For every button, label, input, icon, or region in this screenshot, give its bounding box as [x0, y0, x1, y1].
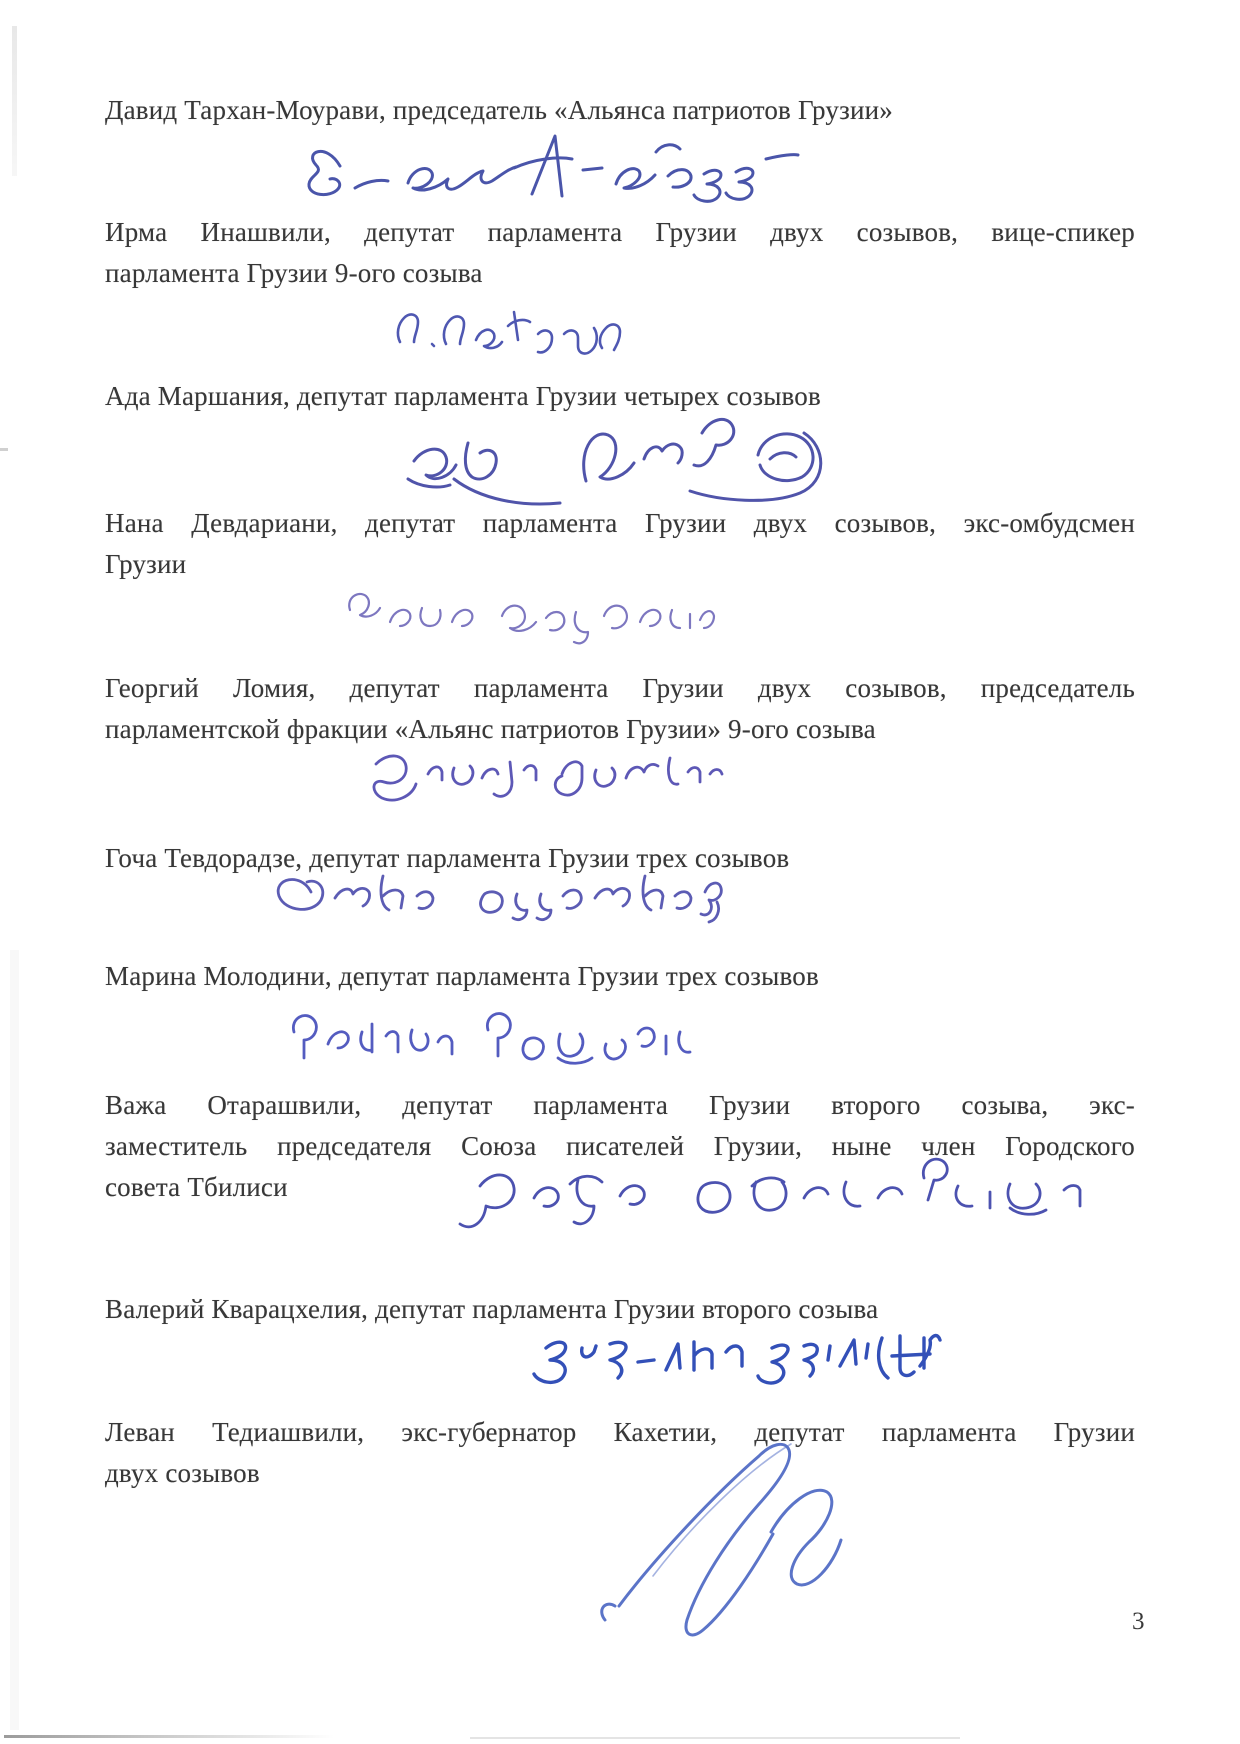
signatory-line: Валерий Кварацхелия, депутат парламента Грузии второго созыва	[105, 1294, 879, 1324]
signatory-line: Ада Маршания, депутат парламента Грузии четырех созывов	[105, 381, 821, 411]
signatory-line: Ирма Инашвили, депутат парламента Грузии двух созывов, вице-спикер	[105, 217, 1135, 247]
page-number: 3	[1132, 1608, 1145, 1635]
signature-tarkhan-mouravi-icon	[300, 128, 800, 218]
signature-devdariani-icon	[336, 586, 716, 646]
signatory-line: Марина Молодини, депутат парламента Грузии трех созывов	[105, 961, 819, 991]
signatory-line: Важа Отарашвили, депутат парламента Грузии второго созыва, экс-	[105, 1090, 1135, 1120]
signature-lomia-icon	[348, 730, 723, 802]
signature-molodini-icon	[272, 1006, 697, 1076]
signature-tediashvili-icon	[575, 1428, 920, 1663]
scan-artifact	[470, 1737, 960, 1739]
signature-marshania-icon	[390, 403, 830, 518]
signatory-line: Грузии	[105, 549, 187, 579]
scan-artifact	[4, 1735, 334, 1738]
signature-otarashvili-icon	[450, 1150, 1110, 1238]
signatory-line: Давид Тархан-Моурави, председатель «Альянса патриотов Грузии»	[105, 95, 893, 125]
scan-artifact	[12, 26, 17, 176]
signatory-line: парламентской фракции «Альянс патриотов Грузии» 9-ого созыва	[105, 714, 876, 744]
signatory-line: Георгий Ломия, депутат парламента Грузии двух созывов, председатель	[105, 673, 1135, 703]
signature-inashvili-icon	[388, 300, 638, 364]
signatory-line: двух созывов	[105, 1458, 260, 1488]
signature-tevdoradze-icon	[265, 862, 725, 928]
signatory-line: заместитель председателя Союза писателей Грузии, ныне член Городского	[105, 1131, 1135, 1161]
scan-artifact	[0, 448, 8, 451]
signature-kvaratskhelia-icon	[526, 1318, 941, 1410]
scan-artifact	[10, 950, 19, 1730]
signatory-line: Леван Тедиашвили, экс-губернатор Кахетии, депутат парламента Грузии	[105, 1417, 1135, 1447]
signatory-line: Нана Девдариани, депутат парламента Грузии двух созывов, экс-омбудсмен	[105, 508, 1135, 538]
signatory-line: совета Тбилиси	[105, 1172, 288, 1202]
signatory-line: парламента Грузии 9-ого созыва	[105, 258, 483, 288]
signatory-line: Гоча Тевдорадзе, депутат парламента Грузии трех созывов	[105, 843, 790, 873]
